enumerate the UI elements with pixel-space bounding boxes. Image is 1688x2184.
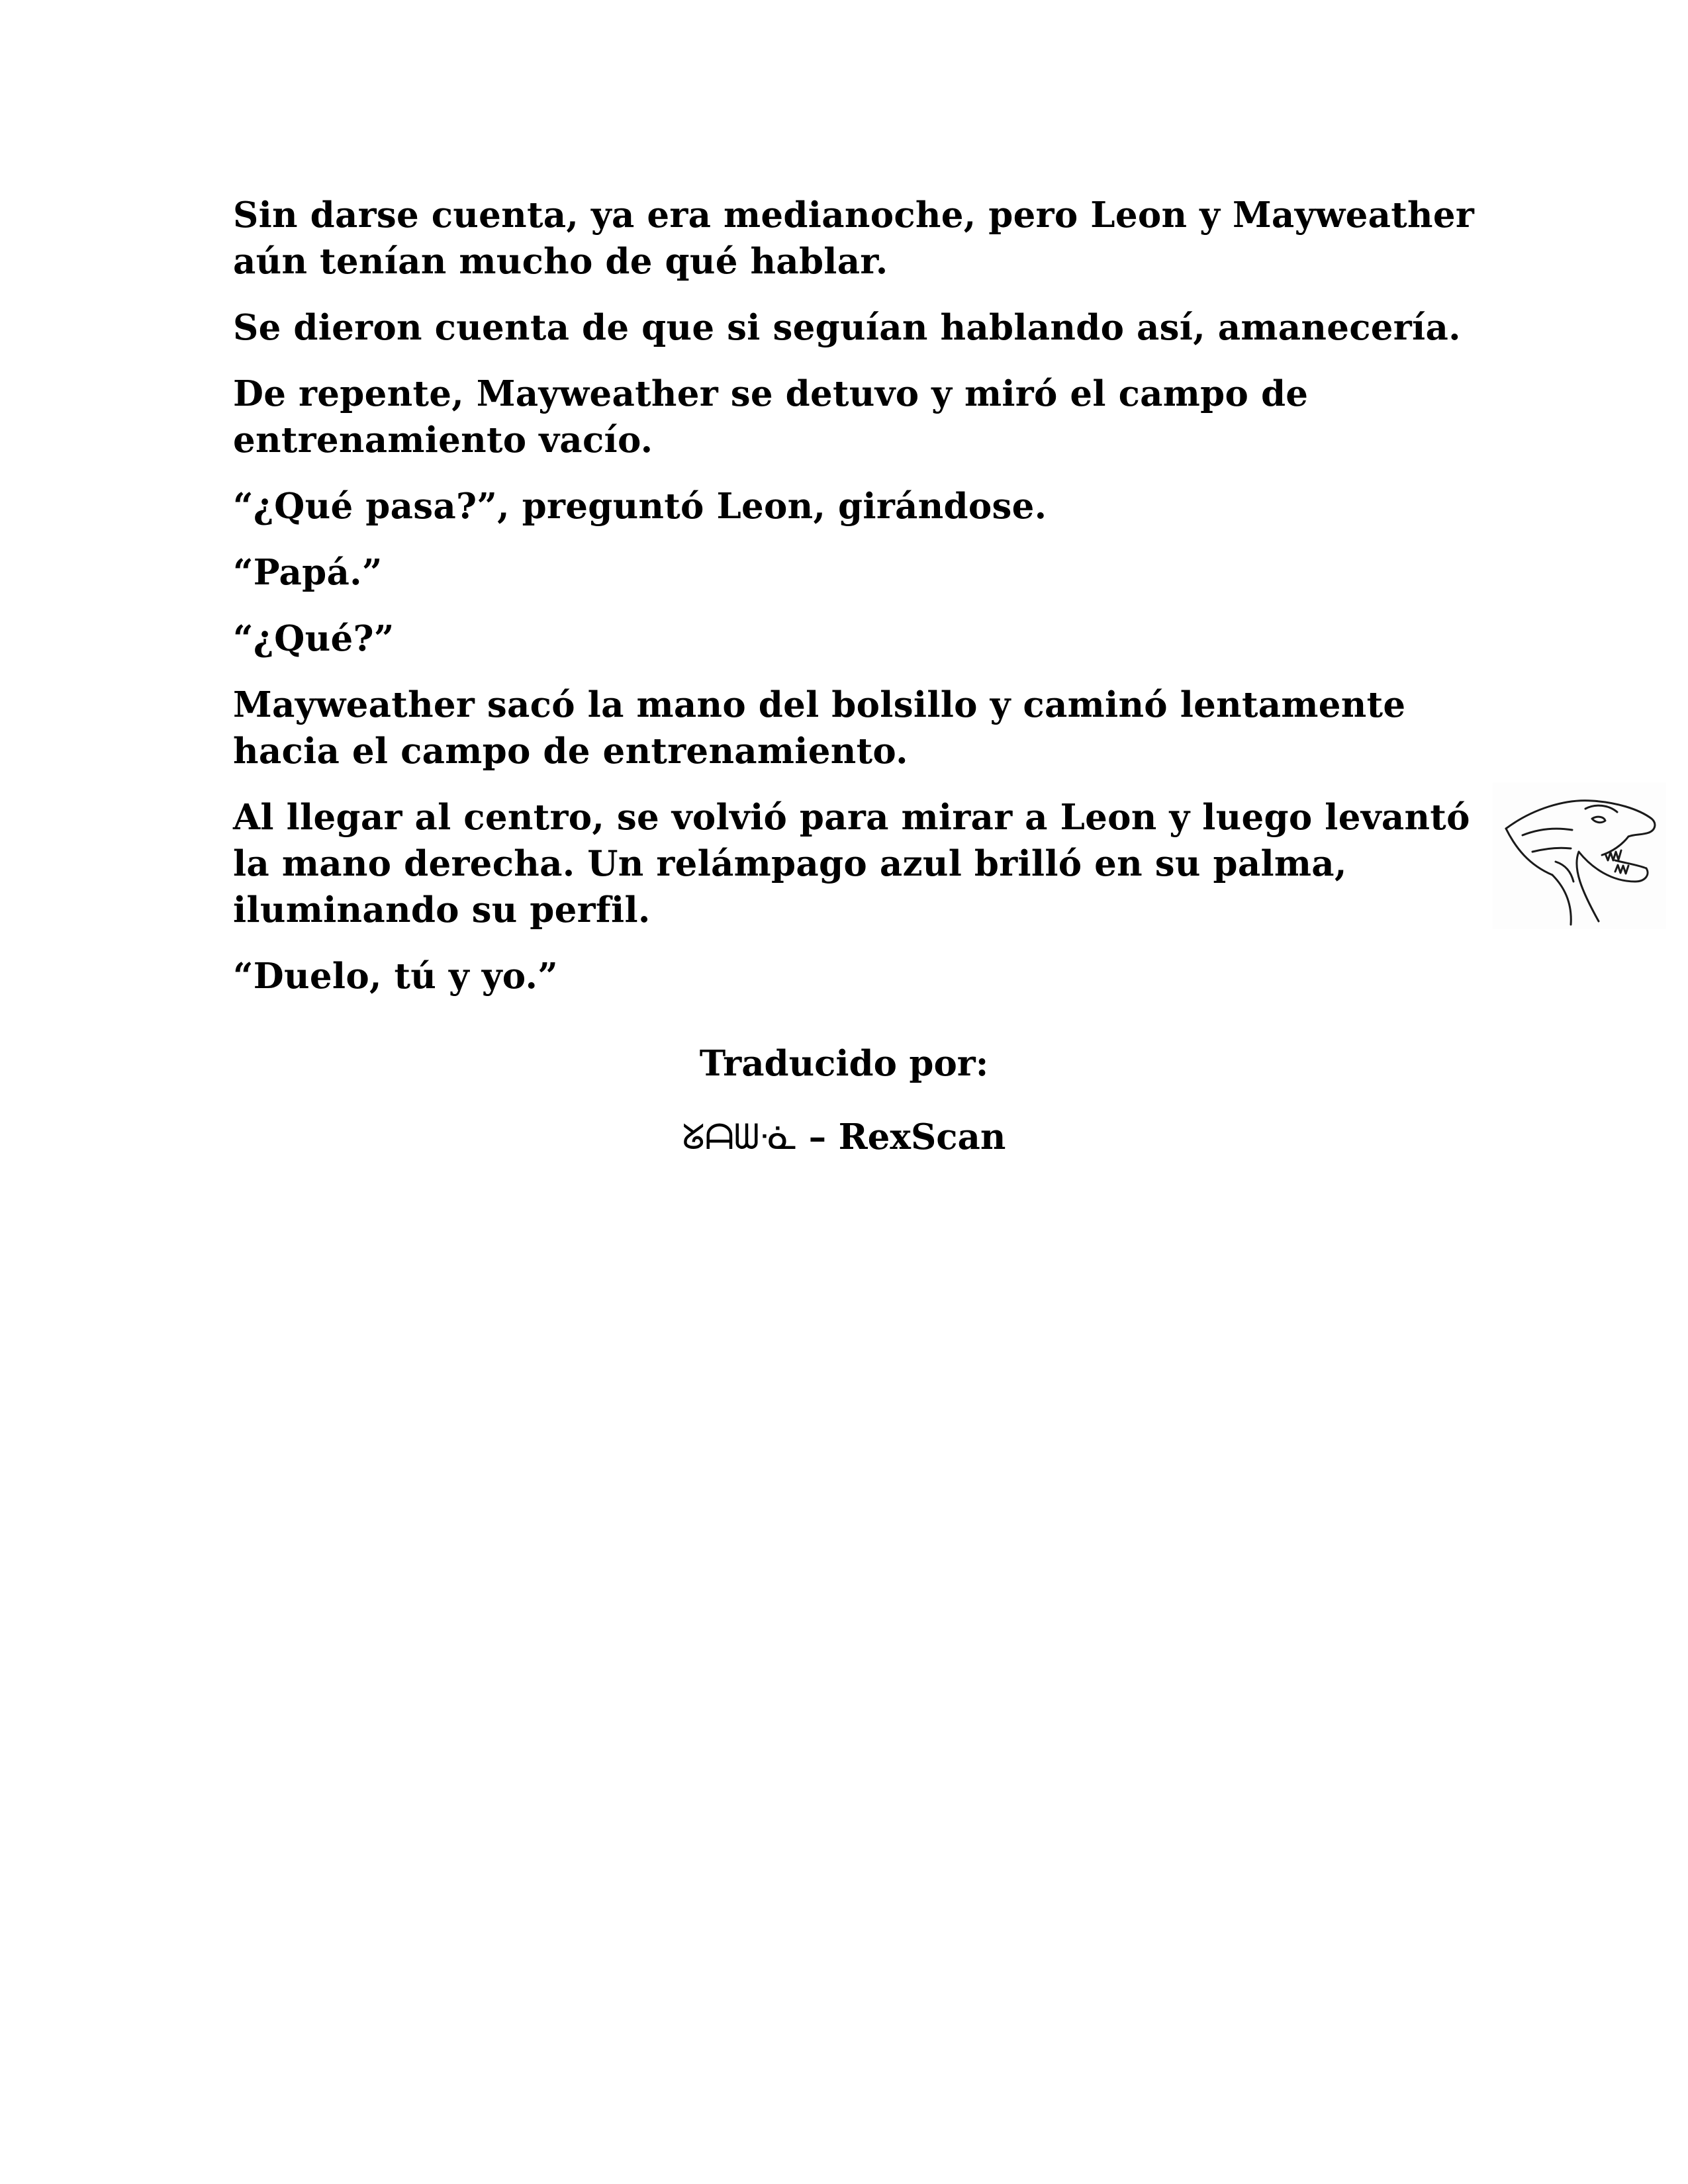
paragraph: “Duelo, tú y yo.”: [233, 956, 559, 997]
paragraph: Se dieron cuenta de que si seguían hablando así, amanecería.: [233, 307, 1461, 348]
translator-name: ᘜᗩᗯᓍ: [682, 1117, 797, 1158]
paragraph: “Papá.”: [233, 552, 383, 593]
paragraph: Al llegar al centro, se volvió para mirar a Leon y luego levantó la mano derecha. Un relámpago azul brilló en su palma, iluminando su perfil.: [233, 797, 1470, 931]
paragraph: “¿Qué pasa?”, preguntó Leon, girándose.: [233, 486, 1047, 527]
credits-line: [0, 1114, 1688, 1161]
group-name: RexScan: [838, 1116, 1006, 1158]
paragraph: Mayweather sacó la mano del bolsillo y caminó lentamente hacia el campo de entrenamiento.: [233, 684, 1406, 772]
dinosaur-head-icon: [1493, 782, 1666, 929]
credits-separator: –: [796, 1116, 839, 1158]
paragraph: De repente, Mayweather se detuvo y miró el campo de entrenamiento vacío.: [233, 373, 1309, 461]
page-body: [233, 192, 1477, 1019]
paragraph: “¿Qué?”: [233, 618, 395, 659]
paragraph: Sin darse cuenta, ya era medianoche, pero Leon y Mayweather aún tenían mucho de qué hablar.: [233, 195, 1475, 282]
credits-label: Traducido por:: [699, 1043, 989, 1084]
